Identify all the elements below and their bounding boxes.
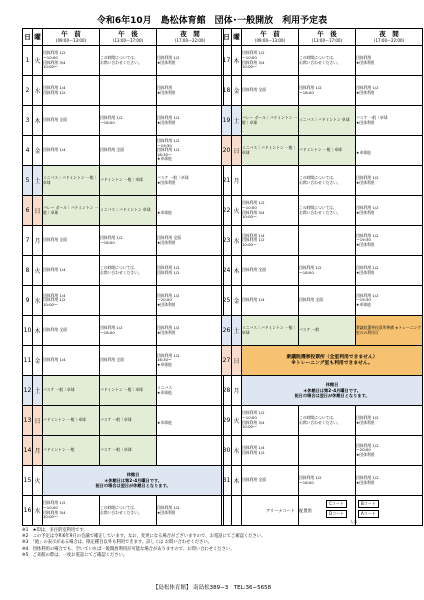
election-notice [242,346,423,376]
pm-slot: 団体利用 1/2 〜18:00 [100,316,157,346]
day-number: 25 [222,286,232,316]
day-row [222,226,423,256]
court-b: Bコート [358,500,379,508]
closed-notice [242,376,423,406]
am-slot: ミニバス｜バドミントン 一般｜卓球 [43,166,100,196]
day-row [23,226,224,256]
weekday: 火 [232,196,242,226]
weekday: 水 [33,76,43,106]
pm-slot: バスケ 一般 [299,316,356,346]
pm-slot: 団体利用 1/2 〜18:00 [100,106,157,136]
am-slot: 団体利用 全面 [43,106,100,136]
header-pm: 午 後 (13:00〜17:00) [100,29,157,46]
header-am: 午 前 (09:00〜13:00) [242,29,299,46]
pm-slot: 団体利用 1/2 〜18:00 [100,226,157,256]
pm-slot [100,286,157,316]
am-slot: バスケ 一般｜卓球 [43,376,100,406]
page-title: 令和6年10月 島松体育館 団体･一般開放 利用予定表 [96,16,328,26]
header-weekday: 曜 [232,29,242,46]
night-slot: 団体利用 1/2 ★団体利用 [157,46,224,76]
day-row [23,136,224,166]
closed-notice [43,466,224,496]
night-slot: ミニバス ★卓球他 [157,376,224,406]
am-slot: ミニバス｜バドミントン 一般｜卓球 [242,136,299,166]
day-number: 4 [23,136,33,166]
schedule-table-right [221,28,423,526]
night-slot: 団体利用 1/2 ★団体利用 [157,316,224,346]
night-slot: 団体利用 1/2 16:30〜 ★卓球他 [157,346,224,376]
night-slot: バスケ 一般｜卓球 ★団体利用 [157,166,224,196]
am-slot: 団体利用 1/4 団体利用 1/2 [242,436,299,466]
day-row [23,406,224,436]
notes [22,528,422,559]
header-am: 午 前 (09:00〜13:00) [43,29,100,46]
pm-slot: ミニバス｜バドミントン 卓球 [299,106,356,136]
schedule-table-left [22,28,224,526]
closed-closed_body1: ＊休館日は第2･4月曜日です。 [104,477,162,483]
weekday: 木 [33,106,43,136]
weekday: 木 [33,316,43,346]
night-slot: 団体利用 1/2 〜20:00 ★団体利用 [356,436,423,466]
weekday: 日 [33,406,43,436]
pm-slot: バドミントン 一般｜卓球 [299,136,356,166]
day-number: 16 [23,496,33,526]
day-row [222,346,423,376]
weekday: 火 [232,406,242,436]
day-number: 13 [23,406,33,436]
am-slot: 団体利用 全面 [242,76,299,106]
am-slot: 団体利用 全面 [43,226,100,256]
day-row [23,286,224,316]
note-1: ※1 ★印は、多目的室利用です。 [22,528,88,533]
header-night: 夜 間 (17:00〜22:00) [157,29,224,46]
weekday [232,496,242,526]
night-slot: 団体利用 1/2 ★団体利用 [157,496,224,526]
am-slot: 団体利用 全面 [242,466,299,496]
day-row [23,196,224,226]
court-c: Cコート [326,500,347,508]
day-number: 30 [222,436,232,466]
day-number: 10 [23,316,33,346]
calendar-right [221,28,422,526]
weekday: 水 [232,436,242,466]
header-pm: 午 後 (13:00〜17:00) [299,29,356,46]
header-day: 日 [23,29,33,46]
night-slot: 団体利用 1/2 〜20:00 ★団体利用 [157,286,224,316]
night-slot: ★卓球他 [157,406,224,436]
day-number: 21 [222,166,232,196]
pm-slot: この時間については、 お問い合わせください。 [100,256,157,286]
day-number: 23 [222,226,232,256]
day-number: 5 [23,166,33,196]
night-slot: 団体利用 全面 ★団体利用 [157,226,224,256]
weekday: 火 [33,466,43,496]
weekday: 金 [33,136,43,166]
day-row [222,256,423,286]
calendar-left [22,28,223,526]
pm-slot: この時間については、 お問い合わせください。 [299,46,356,76]
night-slot: 団体利用 1/2 〜19:30 団体利用 1/2 16:30〜 ★卓球他 [157,136,224,166]
header-night: 夜 間 (17:00〜22:00) [356,29,423,46]
day-row [222,466,423,496]
pm-slot: この時間については、 お問い合わせください。 [299,196,356,226]
day-number: 8 [23,256,33,286]
weekday: 金 [232,286,242,316]
pm-slot: 団体利用 全面 [299,286,356,316]
day-number: 19 [222,106,232,136]
am-slot: 団体利用 1/4 [43,136,100,166]
weekday: 日 [232,346,242,376]
weekday: 火 [33,46,43,76]
day-row [222,196,423,226]
closed-closed_title: 休館日 [325,382,339,388]
note-5: ※5 ご来館の際は、一度お電話にてご確認ください。 [22,552,128,558]
night-slot: 団体利用 1/2 ★団体利用 [356,466,423,496]
am-slot: 団体利用 1/4 団体利用 1/2 10:00〜 [242,226,299,256]
pm-slot: バドミントン 一般｜卓球 [100,376,157,406]
am-slot: 団体利用 1/4 団体利用 1/2 [43,76,100,106]
am-slot: バレー ボール｜バドミントン 一般｜卓球 [43,196,100,226]
night-slot: 団体利用 1/2 ★団体利用 [356,166,423,196]
day-row [222,166,423,196]
am-slot: 団体利用 1/2 〜10:00 団体利用 3/4 10:00〜 [242,46,299,76]
closed-closed_body2: 祝日の場合は翌日が休館日となります。 [294,393,370,399]
day-number: 7 [23,226,33,256]
day-number: 29 [222,406,232,436]
closed-closed_body2: 祝日の場合は翌日が休館日となります。 [95,483,171,489]
weekday: 土 [232,106,242,136]
night-slot: ★卓球他 [157,196,224,226]
night-slot: 団体利用 1/2 ★団体利用 [356,406,423,436]
day-row [222,76,423,106]
weekday: 日 [33,196,43,226]
day-number: 2 [23,76,33,106]
am-slot: 団体利用 1/4 [43,256,100,286]
day-row [222,136,423,166]
weekday: 水 [232,226,242,256]
day-number: 22 [222,196,232,226]
arena-label: アリーナコート 配置図 [266,508,312,513]
am-slot: 団体利用 全面 [43,316,100,346]
day-row [222,46,423,76]
header-day: 日 [222,29,232,46]
pm-slot [100,76,157,106]
day-row [23,256,224,286]
day-row [23,106,224,136]
day-row [222,106,423,136]
weekday: 土 [33,166,43,196]
day-row [23,316,224,346]
day-number: 18 [222,76,232,106]
closed-closed_body1: ＊休館日は第2･4月曜日です。 [303,387,361,393]
pm-slot: この時間については、 お問い合わせください。 [100,46,157,76]
am-slot: 団体利用 1/2 〜10:00 団体利用 3/4 10:00〜 [242,196,299,226]
day-number: 1 [23,46,33,76]
night-slot: 団体利用 1/2 〜19:30 ★卓球他 [356,286,423,316]
pm-slot: バスケ 一般｜卓球 [100,436,157,466]
am-slot: バドミントン 一般 [43,436,100,466]
am-slot: 団体利用 1/4 [43,346,100,376]
day-number: 12 [23,376,33,406]
note-3: ※3 「他」の表示がある場合は、限定種目以外も利用できます。詳しくは お問い合わせください。 [22,540,212,546]
pm-slot [299,436,356,466]
day-number: 17 [222,46,232,76]
night-slot [157,436,224,466]
day-row [222,316,423,346]
pm-slot: 団体利用 全面 [100,346,157,376]
day-row [23,436,224,466]
am-slot: バレー ボール｜バドミントン 一般｜卓球 [242,106,299,136]
pm-slot: この時間については、 お問い合わせください。 [299,406,356,436]
day-number: 28 [222,376,232,406]
election-title: 衆議院選挙投票所（全室利用できません） [286,354,378,360]
weekday: 月 [33,226,43,256]
arena-layout [266,500,416,526]
night-slot: バスケ 一般｜卓球 ★団体利用 [356,106,423,136]
note-2: ※2 この予定は令和6年9月の会議で確定しています。なお、変更になる場合がございますので、お電話にてご確認ください。 [22,534,266,540]
court-a: Aコート [358,510,379,518]
am-slot: ミニバス｜バドミントン 一般｜卓球 [242,316,299,346]
night-slot: 団体利用 1/2 〜19:30 ★団体利用 [356,226,423,256]
night-slot: 団体利用 1/2 ★団体利用 [356,256,423,286]
am-slot: 団体利用 1/2 〜10:00 団体利用 3/4 10:00〜 [242,406,299,436]
day-number: 15 [23,466,33,496]
pm-slot: バドミントン 一般｜卓球 [100,166,157,196]
day-number: 9 [23,286,33,316]
day-row [23,46,224,76]
pm-slot [299,226,356,256]
day-row [222,436,423,466]
header-weekday: 曜 [33,29,43,46]
pm-slot: この時間については、 お問い合わせください。 [100,496,157,526]
weekday: 水 [33,496,43,526]
day-number: 26 [222,316,232,346]
weekday: 金 [232,76,242,106]
day-row [222,376,423,406]
day-number: 14 [23,436,33,466]
pm-slot: この時間については、 お問い合わせください。 [299,166,356,196]
day-row [222,286,423,316]
election-subtitle: ※トレーニング室も利用できません。 [291,360,373,366]
footer-contact: 【島松体育館】 南島松389−3 TEL:36−5658 [152,585,272,591]
court-d: Dコート [326,510,347,518]
weekday: 月 [232,166,242,196]
night-slot: 衆議院選挙投票所準備 ※トレーニング室のみ利用可 [356,316,423,346]
weekday: 火 [33,256,43,286]
day-row [23,346,224,376]
weekday: 月 [33,436,43,466]
day-number: 27 [222,346,232,376]
weekday: 月 [232,376,242,406]
night-slot: 団体利用 1/2 団体利用 1/2 [157,256,224,286]
night-slot: 団体利用 ★団体利用 [157,76,224,106]
pm-slot: ミニバス｜バドミントン 卓球 [100,196,157,226]
pm-slot: バスケ 一般｜卓球 [100,406,157,436]
night-slot: 団体利用 1/2 ★団体利用 [157,106,224,136]
weekday: 土 [33,376,43,406]
day-number: 11 [23,346,33,376]
weekday: 金 [33,346,43,376]
night-slot: 団体利用 ★団体利用 [356,46,423,76]
note-4: ※4 団体利用の場合でも、空いていれば一般開放利用が可能な場合がありますので、お問い合わせください。 [22,546,235,552]
day-number: 6 [23,196,33,226]
night-slot: 団体利用 1/2 ★団体利用 [356,196,423,226]
entrance-label: 入口 [350,520,357,524]
weekday: 木 [232,256,242,286]
pm-slot: 団体利用 1/2 〜18:00 [299,76,356,106]
pm-slot: 団体利用 1/2 〜18:00 [299,256,356,286]
day-number: 3 [23,106,33,136]
am-slot: 団体利用 1/4 団体利用 1/2 10:00〜 [43,286,100,316]
am-slot: 団体利用 1/4 [242,286,299,316]
day-row [23,76,224,106]
pm-slot: 団体利用 1/2 〜18:00 [299,466,356,496]
weekday: 土 [232,316,242,346]
am-slot: バドミントン 一般｜卓球 [43,406,100,436]
day-row [23,376,224,406]
day-row [23,466,224,496]
day-row [23,166,224,196]
am-slot: 団体利用 1/2 〜10:00 団体利用 3/4 10:00〜 [43,46,100,76]
closed-closed_title: 休館日 [126,472,140,478]
pm-slot: 団体利用 全面 [100,136,157,166]
day-number: 31 [222,466,232,496]
day-number: 24 [222,256,232,286]
day-number: 20 [222,136,232,166]
am-slot [242,166,299,196]
am-slot: 団体利用 1/2 〜10:00 団体利用 3/4 10:00〜 [43,496,100,526]
day-row [23,496,224,526]
weekday: 木 [232,466,242,496]
night-slot: ★卓球他 [356,136,423,166]
weekday: 日 [232,136,242,166]
day-row [222,406,423,436]
night-slot: 団体利用 1/2 ★団体利用 [356,76,423,106]
weekday: 木 [232,46,242,76]
weekday: 水 [33,286,43,316]
day-number [222,496,232,526]
am-slot: 団体利用 全面 [242,256,299,286]
